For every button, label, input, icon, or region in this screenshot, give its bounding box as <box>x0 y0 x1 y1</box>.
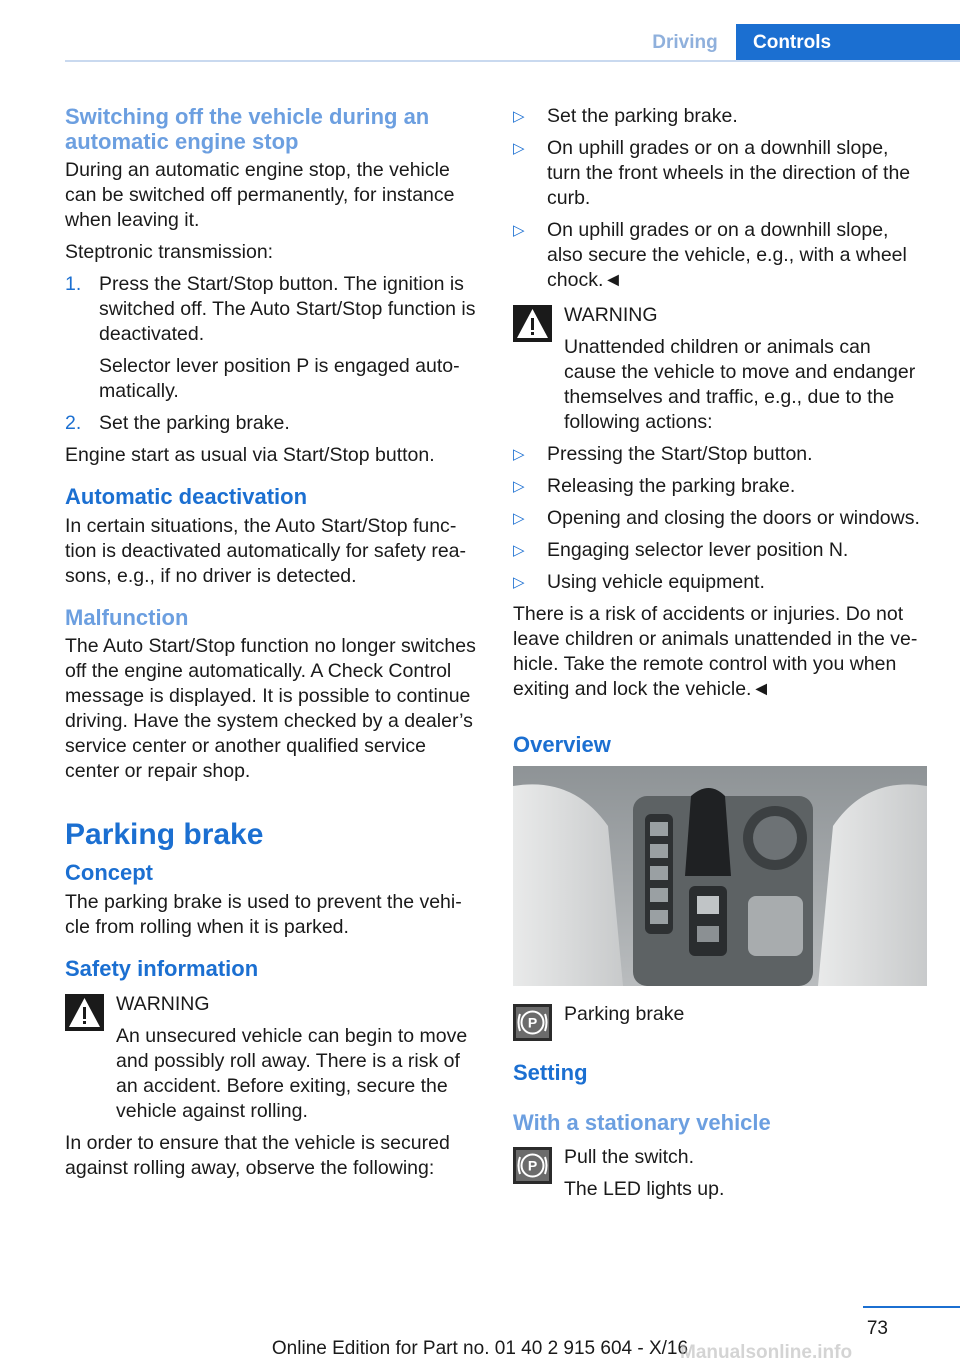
heading-switching-off: Switching off the vehicle during an automatic engine stop <box>65 104 430 154</box>
heading-stationary-vehicle: With a stationary vehicle <box>513 1110 771 1135</box>
triangle-right-icon: ▷ <box>513 446 525 463</box>
triangle-right-icon: ▷ <box>513 478 525 495</box>
tab-driving[interactable]: Driving <box>652 32 718 53</box>
step-text: Set the parking brake. <box>99 412 290 434</box>
list-item <box>65 272 479 404</box>
page-number: 73 <box>866 1318 888 1339</box>
list-item <box>513 538 927 563</box>
heading-concept: Concept <box>65 860 153 885</box>
warning-triangle-icon <box>65 994 104 1031</box>
triangle-right-icon: ▷ <box>513 510 525 527</box>
paragraph-automatic-deactivation: In certain situations, the Auto Start/Stop function is deactivated automatically for safety reasons, e.g., if no driver is detected. <box>65 515 467 587</box>
step-number: 1. <box>65 273 82 295</box>
bullet-text: Using vehicle equipment. <box>547 571 765 593</box>
list-item <box>513 474 927 499</box>
step-text: Press the Start/Stop button. The ignition is switched off. The Auto Start/Stop function is deactivated. <box>99 273 476 345</box>
paragraph-switch-off: During an automatic engine stop, the vehicle can be switched off permanently, for instance when leaving it. <box>65 159 455 231</box>
bullet-list-actions <box>513 442 927 595</box>
bullet-text: Pressing the Start/Stop button. <box>547 443 813 465</box>
list-item <box>513 136 927 211</box>
list-item <box>513 218 927 293</box>
triangle-right-icon: ▷ <box>513 222 525 239</box>
tab-controls[interactable]: Controls <box>736 24 960 62</box>
step-subtext: Selector lever position P is engaged automatically. <box>99 355 460 402</box>
paragraph-led: The LED lights up. <box>564 1178 725 1200</box>
warning-label: WARNING <box>116 993 210 1015</box>
parking-brake-icon <box>513 1147 552 1184</box>
bullet-text: On uphill grades or on a downhill slope, also secure the vehicle, e.g., with a wheel chock.◄ <box>547 219 907 291</box>
warning-text: Unattended children or animals can cause the vehicle to move and endanger themselves and traffic, e.g., due to the following actions: <box>564 336 916 433</box>
triangle-right-icon: ▷ <box>513 108 525 125</box>
bullet-text: Releasing the parking brake. <box>547 475 796 497</box>
svg-text:P: P <box>527 1014 538 1031</box>
triangle-right-icon: ▷ <box>513 140 525 157</box>
triangle-right-icon: ▷ <box>513 574 525 591</box>
warning-label: WARNING <box>564 304 658 326</box>
heading-safety-information: Safety information <box>65 956 259 981</box>
heading-automatic-deactivation: Automatic deactivation <box>65 484 308 509</box>
parking-brake-icon <box>513 1004 552 1041</box>
bullet-text: Set the parking brake. <box>547 105 738 127</box>
right-column <box>513 104 927 1209</box>
paragraph-pull-switch: Pull the switch. <box>564 1146 695 1168</box>
list-item <box>513 506 927 531</box>
paragraph-risk: There is a risk of accidents or injuries. Do not leave children or animals unattended in the vehicle. Take the remote control with you when exiting and lock the vehicle.◄ <box>513 603 918 700</box>
paragraph-concept: The parking brake is used to prevent the vehicle from rolling when it is parked. <box>65 891 462 938</box>
triangle-right-icon: ▷ <box>513 542 525 559</box>
center-console-photo <box>513 766 927 986</box>
warning-triangle-icon <box>513 305 552 342</box>
heading-parking-brake: Parking brake <box>65 818 264 851</box>
warning-note-children <box>513 303 927 435</box>
instruction-pull-switch <box>513 1145 927 1202</box>
footer-edition: Online Edition for Part no. 01 40 2 915 604 - X/16 <box>271 1338 689 1359</box>
caption-text: Parking brake <box>564 1003 685 1025</box>
svg-text:P: P <box>527 1157 538 1174</box>
bullet-text: Engaging selector lever position N. <box>547 539 849 561</box>
heading-overview: Overview <box>513 732 611 757</box>
list-item <box>513 570 927 595</box>
bullet-list-secure <box>513 104 927 293</box>
list-item <box>65 411 479 436</box>
paragraph-ensure: In order to ensure that the vehicle is secured against rolling away, observe the following: <box>65 1132 450 1179</box>
paragraph-malfunction: The Auto Start/Stop function no longer switches off the engine automatically. A Check Control message is displayed. It is possible to continue driving. Have the system checked by a dealer’s service center or another qualified service center or repair shop. <box>65 635 476 782</box>
header-rule <box>65 60 960 62</box>
heading-malfunction: Malfunction <box>65 605 189 630</box>
step-number: 2. <box>65 412 82 434</box>
paragraph-steptronic: Steptronic transmission: <box>65 241 274 263</box>
warning-text-first <box>116 1024 479 1124</box>
list-item <box>513 104 927 129</box>
bullet-text: Opening and closing the doors or windows. <box>547 507 920 529</box>
steps-list <box>65 272 479 436</box>
list-item <box>513 442 927 467</box>
bullet-text: On uphill grades or on a downhill slope, turn the front wheels in the direction of the curb. <box>547 137 911 209</box>
caption-parking-brake <box>513 1002 927 1042</box>
left-column <box>65 104 479 1188</box>
warning-text-block <box>564 335 927 435</box>
watermark: Manualsonline.info <box>680 1342 853 1363</box>
paragraph-engine-start: Engine start as usual via Start/Stop button. <box>65 444 435 466</box>
heading-setting: Setting <box>513 1060 588 1085</box>
warning-text: An unsecured vehicle can begin to move and possibly roll away. There is a risk of an accident. Before exiting, secure the vehicle against rolling. <box>116 1025 468 1122</box>
warning-note <box>65 992 479 1124</box>
footer-rule <box>863 1306 960 1308</box>
